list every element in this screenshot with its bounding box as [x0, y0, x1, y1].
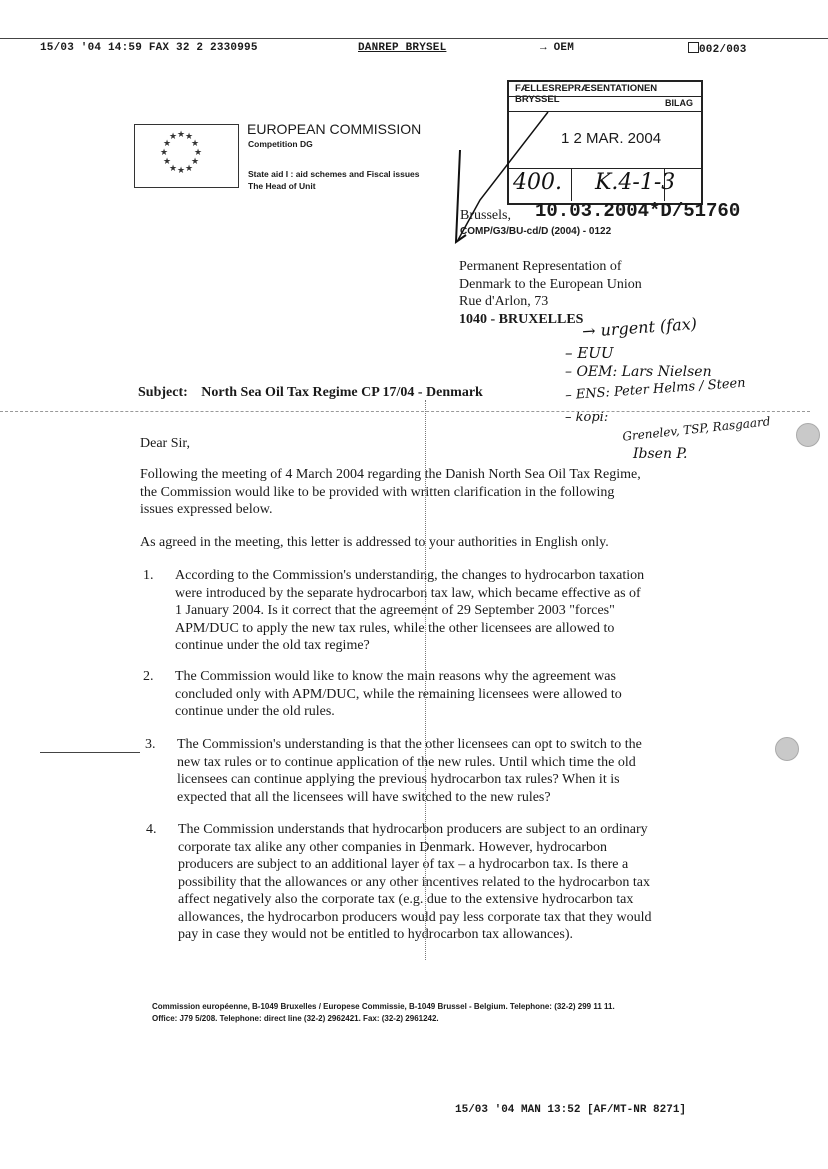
- item-line: 1 January 2004. Is it correct that the agreement of 29 September 2003 "forces": [175, 603, 615, 618]
- stamp-bilag: BILAG: [665, 98, 693, 108]
- stamp-date: 1 2 MAR. 2004: [561, 130, 662, 147]
- page-box-icon: [688, 42, 699, 53]
- svg-text:★: ★: [191, 139, 200, 149]
- fax-destination: → OEM: [540, 42, 575, 54]
- item-line: producers are subject to an additional layer of tax – a hydrocarbon tax. Is there a: [178, 857, 629, 872]
- stamp-org: FÆLLESREPRÆSENTATIONEN BRYSSEL: [515, 83, 658, 105]
- fax-scan-line: [0, 411, 810, 412]
- eu-stars-icon: [135, 125, 238, 187]
- punch-hole: [775, 737, 799, 761]
- salutation: Dear Sir,: [140, 436, 190, 451]
- stamp-ref-a: 400.: [513, 170, 562, 195]
- handwritten-note: Grenelev, TSP, Rasgaard: [621, 414, 772, 444]
- item-line: continue under the old tax regime?: [175, 638, 370, 653]
- handwritten-note: – EUU: [565, 344, 614, 362]
- dateline-date: 10.03.2004*D/51760: [535, 200, 741, 222]
- dateline-ref: COMP/G3/BU-cd/D (2004) - 0122: [460, 226, 612, 237]
- item-line: continue under the old rules.: [175, 704, 335, 719]
- subject-line: [138, 384, 483, 402]
- item-line: affect negatively also the corporate tax (e.g. due to the extensive hydrocarbon tax: [178, 892, 634, 907]
- svg-text:★: ★: [194, 148, 203, 158]
- item-line: pay in case they would not be entitled to hydrocarbon tax allowances).: [178, 927, 573, 942]
- item-line: APM/DUC to apply the new tax rules, while the other licensees are allowed to: [175, 620, 615, 636]
- fax-footer: 15/03 '04 MAN 13:52 [AF/MT-NR 8271]: [455, 1104, 687, 1116]
- fax-page-number: 002/003: [688, 42, 747, 56]
- item-number: 4.: [146, 822, 157, 837]
- address-line: Permanent Representation of: [459, 259, 622, 274]
- svg-text:★: ★: [177, 166, 186, 176]
- intro-paragraph: [140, 466, 695, 519]
- head-of-unit: The Head of Unit: [248, 181, 316, 191]
- address-line: Denmark to the European Union: [459, 276, 642, 292]
- item-line: allowances, the hydrocarbon producers would pay less corporate tax that they would: [178, 909, 652, 925]
- fax-sender: DANREP BRYSEL: [358, 42, 447, 54]
- underline-mark: [40, 752, 140, 753]
- item-line: The Commission would like to know the main reasons why the agreement was: [175, 669, 616, 684]
- paragraph-line: the Commission would like to be provided with written clarification in the following: [140, 484, 615, 500]
- handwritten-note: → urgent (fax): [581, 314, 698, 341]
- commission-address-footer: [152, 1001, 615, 1025]
- eu-logo: [134, 124, 239, 188]
- addressee-block: [459, 258, 642, 328]
- svg-text:★: ★: [177, 130, 186, 140]
- handwritten-note: Ibsen P.: [633, 446, 688, 462]
- item-line: The Commission understands that hydrocarbon producers are subject to an ordinary: [178, 822, 648, 837]
- paragraph-line: Following the meeting of 4 March 2004 regarding the Danish North Sea Oil Tax Regime,: [140, 467, 641, 482]
- item-line: The Commission's understanding is that the other licensees can opt to switch to the: [177, 737, 642, 752]
- item-line: possibility that the allowances or any other incentives related to the hydrocarbon tax: [178, 874, 650, 890]
- fax-transmit-info: 15/03 '04 14:59 FAX 32 2 2330995: [40, 42, 258, 54]
- subject-text: North Sea Oil Tax Regime CP 17/04 - Denmark: [201, 385, 483, 400]
- svg-text:★: ★: [169, 132, 178, 142]
- handwritten-note: – OEM: Lars Nielsen: [565, 364, 712, 380]
- svg-text:★: ★: [169, 164, 178, 174]
- address-line: 1040 - BRUXELLES: [459, 311, 584, 327]
- item-number: 1.: [143, 568, 154, 583]
- language-note: As agreed in the meeting, this letter is addressed to your authorities in English only.: [140, 535, 609, 550]
- svg-text:★: ★: [191, 157, 200, 167]
- paragraph-line: issues expressed below.: [140, 502, 273, 517]
- handwritten-note: – kopi:: [565, 410, 609, 425]
- item-line: corporate tax alike any other companies in Denmark. However, hydrocarbon: [178, 839, 607, 855]
- commission-name: EUROPEAN COMMISSION: [247, 121, 422, 137]
- subject-label: Subject:: [138, 385, 188, 400]
- svg-text:★: ★: [185, 164, 194, 174]
- item-line: new tax rules or to continue application of the new rules. Until which time the old: [177, 754, 636, 770]
- dateline-city: Brussels,: [460, 208, 511, 223]
- item-number: 3.: [145, 737, 156, 752]
- svg-text:★: ★: [163, 139, 172, 149]
- stamp-ref-b: K.4-1-3: [595, 170, 676, 195]
- svg-text:★: ★: [163, 157, 172, 167]
- item-line: concluded only with APM/DUC, while the remaining licensees were allowed to: [175, 686, 622, 702]
- svg-text:★: ★: [185, 132, 194, 142]
- item-number: 2.: [143, 669, 154, 684]
- punch-hole: [796, 423, 820, 447]
- scan-artifact-line: [425, 400, 426, 960]
- dg-name: Competition DG: [248, 139, 313, 149]
- fax-header-rule: [0, 38, 828, 41]
- footer-line: Office: J79 5/208. Telephone: direct line (32-2) 2962421. Fax: (32-2) 2961242.: [152, 1014, 439, 1023]
- handwritten-note: – ENS: Peter Helms / Steen: [564, 375, 747, 404]
- svg-text:★: ★: [160, 148, 169, 158]
- item-line: expected that all the licensees will have switched to the new rules?: [177, 789, 551, 805]
- item-line: licensees can continue applying the previous hydrocarbon tax rules? When it is: [177, 772, 620, 787]
- address-line: Rue d'Arlon, 73: [459, 294, 549, 309]
- unit-name: State aid I : aid schemes and Fiscal issues: [248, 169, 420, 179]
- footer-line: Commission européenne, B-1049 Bruxelles / Europese Commissie, B-1049 Brussel - Belgium. Telephone: (32-2) 299 11 11.: [152, 1002, 615, 1011]
- item-line: According to the Commission's understanding, the changes to hydrocarbon taxation: [175, 568, 645, 583]
- item-line: were introduced by the separate hydrocarbon tax law, which became effective as of: [175, 585, 641, 601]
